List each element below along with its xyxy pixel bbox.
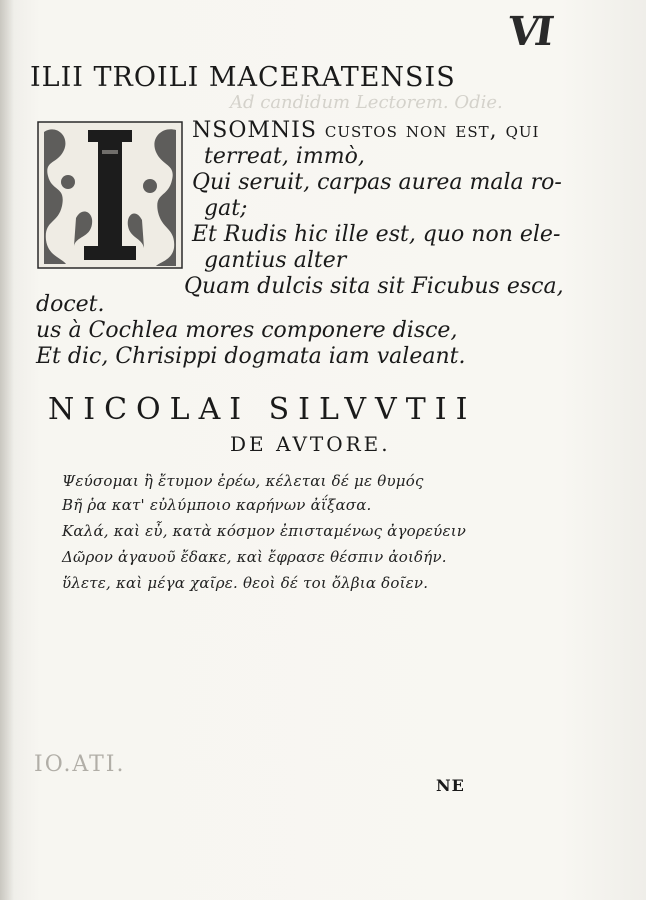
catchword: NE	[436, 776, 465, 795]
greek-line-2: Βῆ ῥα κατ' εὐλύμποιο καρήνων ἀΐξασα.	[62, 496, 372, 514]
corner-mark: VI	[504, 8, 554, 55]
gutter-shadow	[0, 0, 14, 900]
verse-line-9: us à Cochlea mores componere disce,	[36, 318, 458, 343]
greek-line-5: ὕλετε, καὶ μέγα χαῖρε. θεοὶ δέ τοι ὄλβια δοῖεν.	[62, 574, 429, 592]
verse-line-3: Qui seruit, carpas aurea mala ro-	[192, 170, 562, 195]
show-through-side-text: IO.ATI.	[34, 752, 126, 777]
verse-line-1: NSOMNIS custos non est, qui	[192, 118, 540, 143]
section-subtitle: DE AVTORE.	[230, 432, 391, 456]
verse-line-4: gat;	[204, 196, 248, 221]
show-through-text: Ad candidum Lectorem. Odie.	[230, 92, 503, 113]
greek-line-1: Ψεύσομαι ἢ ἔτυμον ἐρέω, κέλεται δέ με θυμός	[62, 472, 424, 490]
decorated-initial-i-woodcut	[36, 120, 184, 270]
section-title: NICOLAI SILVVTII	[48, 392, 477, 427]
verse-line-8: docet.	[36, 292, 105, 317]
verse-line-5: Et Rudis hic ille est, quo non ele-	[192, 222, 561, 247]
verse-line-7: Quam dulcis sita sit Ficubus esca,	[184, 274, 564, 299]
greek-line-4: Δῶρον ἀγαυοῦ ἔδακε, καὶ ἔφρασε θέσπιν ἀοιδήν.	[62, 548, 447, 566]
verse-line-6: gantius alter	[204, 248, 347, 273]
verse-line-2: terreat, immò,	[204, 144, 365, 169]
running-head: ILII TROILI MACERATENSIS	[30, 62, 456, 93]
greek-line-3: Καλά, καὶ εὖ, κατὰ κόσμον ἐπισταμένως ἀγορεύειν	[62, 522, 467, 540]
verse-line-10: Et dic, Chrisippi dogmata iam valeant.	[36, 344, 466, 369]
